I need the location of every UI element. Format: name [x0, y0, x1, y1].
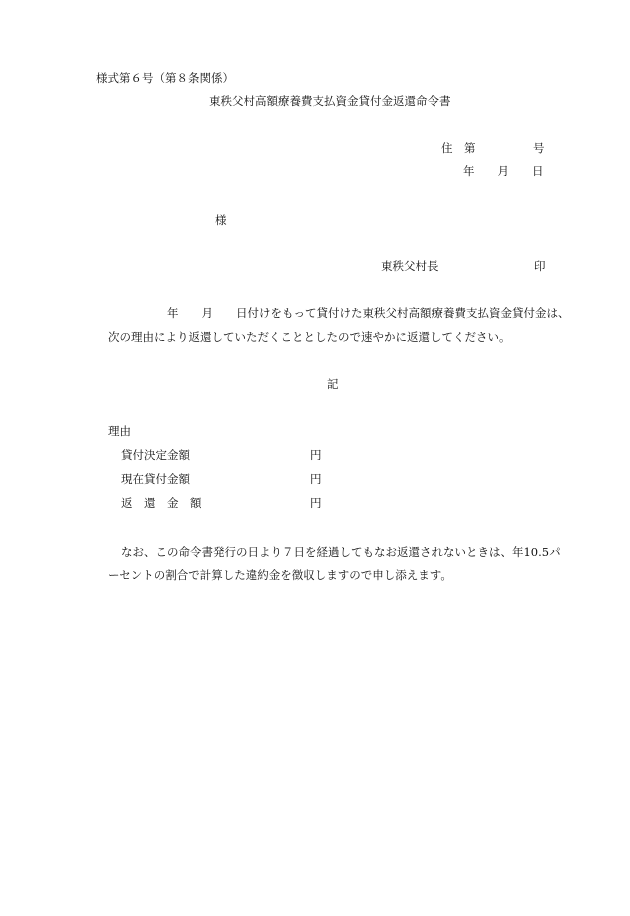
amount-unit-current: 円: [310, 472, 322, 486]
amount-label-current: 現在貸付金額: [121, 472, 190, 486]
document-title: 東秩父村高額療養費支払資金貸付金返還命令書: [209, 94, 451, 108]
note-line-2: ーセントの割合で計算した違約金を徴収しますので申し添えます。: [108, 568, 452, 582]
amount-label-repayment: 返 還 金 額: [121, 496, 202, 510]
body-line-2: 次の理由により返還していただくこととしたので速やかに返還してください。: [108, 330, 511, 344]
ki-heading: 記: [327, 377, 339, 391]
document-date: 年 月 日: [463, 164, 544, 178]
reason-label: 理由: [108, 424, 131, 438]
amount-unit-repayment: 円: [310, 496, 322, 510]
document-number: 住 第 号: [441, 141, 545, 155]
recipient-suffix: 様: [215, 213, 227, 227]
body-line-1: 年 月 日付けをもって貸付けた東秩父村高額療養費支払資金貸付金は、: [167, 306, 570, 320]
form-label: 様式第６号（第８条関係）: [96, 71, 234, 85]
issuer-name: 東秩父村長: [381, 259, 439, 273]
note-line-1: なお、この命令書発行の日より７日を経過してもなお返還されないときは、年10.5パ: [121, 545, 561, 559]
seal-mark: 印: [534, 259, 546, 273]
amount-label-decided: 貸付決定金額: [121, 448, 190, 462]
amount-unit-decided: 円: [310, 448, 322, 462]
